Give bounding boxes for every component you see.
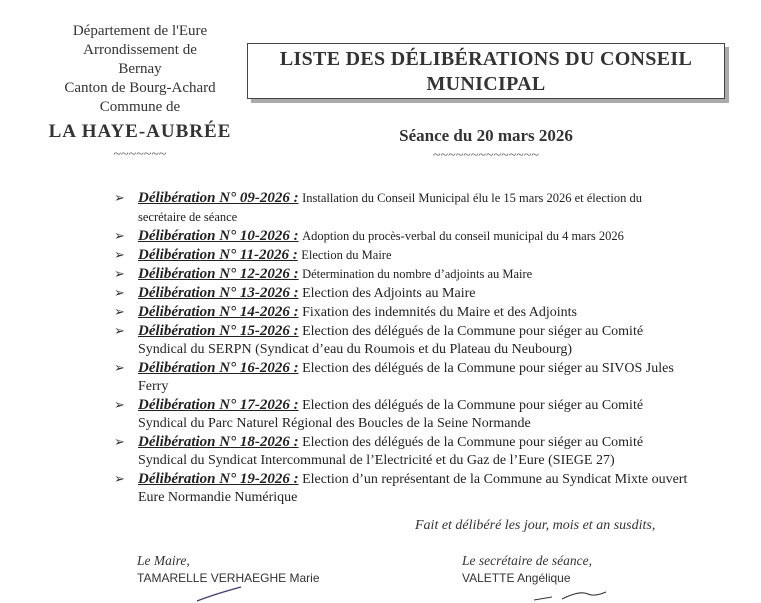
deliberation-number: Délibération N° 14-2026 : <box>138 304 299 320</box>
deliberation-number: Délibération N° 09-2026 : <box>138 190 299 206</box>
deliberation-text: Election des délégués de la Commune pour siéger au SIVOS Jules Ferry <box>138 361 674 394</box>
list-item <box>112 265 692 284</box>
list-item <box>112 303 692 322</box>
maire-role: Le Maire, <box>137 553 190 568</box>
deliberation-text: Election des Adjoints au Maire <box>302 286 476 301</box>
deliberation-text: Election des délégués de la Commune pour siéger au Comité Syndical du Syndicat Intercommunal de l’Electricité et du Gaz de l’Eure (SIEGE 27) <box>138 435 644 468</box>
departement: Département de l'Eure <box>72 23 208 39</box>
secretaire-signature-block <box>462 553 592 585</box>
list-item <box>112 227 692 246</box>
list-item <box>112 322 692 359</box>
deliberation-text: Fixation des indemnités du Maire et des Adjoints <box>302 305 577 320</box>
closing-statement: Fait et délibéré les jour, mois et an susdits, <box>415 518 656 533</box>
secretaire-role: Le secrétaire de séance, <box>462 553 592 568</box>
deliberation-number: Délibération N° 13-2026 : <box>138 285 299 301</box>
deliberation-text: Election des délégués de la Commune pour siéger au Comité Syndical du Parc Naturel Régional des Boucles de la Seine Normande <box>138 398 644 431</box>
title-line-1: LISTE DES DÉLIBÉRATIONS DU CONSEIL <box>279 48 693 70</box>
list-item <box>112 189 692 227</box>
maire-name: TAMARELLE VERHAEGHE Marie <box>137 571 320 585</box>
arrow-bullet-icon: ➢ <box>114 397 125 412</box>
deliberation-text: Election des délégués de la Commune pour siéger au Comité Syndical du SERPN (Syndicat d’eau du Roumois et du Plateau du Neubourg) <box>138 324 644 357</box>
secretaire-signature-stroke <box>530 588 610 602</box>
deliberation-number: Délibération N° 12-2026 : <box>138 266 299 282</box>
deliberation-number: Délibération N° 17-2026 : <box>138 397 299 413</box>
page-title <box>247 43 725 99</box>
arrow-bullet-icon: ➢ <box>114 434 125 449</box>
maire-signature-stroke <box>195 586 245 603</box>
deliberation-number: Délibération N° 15-2026 : <box>138 323 299 339</box>
list-item <box>112 359 692 396</box>
deliberation-number: Délibération N° 18-2026 : <box>138 434 299 450</box>
arrow-bullet-icon: ➢ <box>114 266 125 281</box>
commune-name: LA HAYE-AUBRÉE <box>48 121 232 142</box>
deliberation-text: Adoption du procès-verbal du conseil municipal du 4 mars 2026 <box>302 229 624 243</box>
seance-divider: ~~~~~~~~~~~~~~ <box>432 148 540 163</box>
arrow-bullet-icon: ➢ <box>114 228 125 243</box>
maire-signature-block <box>137 553 320 585</box>
deliberation-number: Délibération N° 16-2026 : <box>138 360 299 376</box>
deliberation-text: Election d’un représentant de la Commune au Syndicat Mixte ouvert Eure Normandie Numérique <box>138 472 688 505</box>
list-item <box>112 433 692 470</box>
arrow-bullet-icon: ➢ <box>114 285 125 300</box>
seance-date: Séance du 20 mars 2026 <box>399 126 573 145</box>
list-item <box>112 284 692 303</box>
deliberation-number: Délibération N° 11-2026 : <box>138 247 298 263</box>
letterhead <box>40 22 240 164</box>
deliberations-list <box>112 189 692 507</box>
secretaire-name: VALETTE Angélique <box>462 571 571 585</box>
arrow-bullet-icon: ➢ <box>114 247 125 262</box>
bernay: Bernay <box>118 61 162 77</box>
list-item <box>112 246 692 265</box>
deliberation-text: Election du Maire <box>301 248 392 262</box>
canton: Canton de Bourg-Achard <box>64 80 216 96</box>
deliberation-number: Délibération N° 10-2026 : <box>138 228 299 244</box>
deliberation-number: Délibération N° 19-2026 : <box>138 471 299 487</box>
commune: Commune de <box>99 99 181 115</box>
arrow-bullet-icon: ➢ <box>114 323 125 338</box>
arrow-bullet-icon: ➢ <box>114 304 125 319</box>
arrondissement: Arrondissement de <box>83 42 197 58</box>
title-line-2: MUNICIPAL <box>426 73 546 95</box>
list-item <box>112 470 692 507</box>
arrow-bullet-icon: ➢ <box>114 190 125 205</box>
letterhead-divider: ~~~~~~~ <box>113 147 167 162</box>
arrow-bullet-icon: ➢ <box>114 471 125 486</box>
deliberation-text: Installation du Conseil Municipal élu le 15 mars 2026 et élection du secrétaire de séance <box>138 191 642 224</box>
arrow-bullet-icon: ➢ <box>114 360 125 375</box>
list-item <box>112 396 692 433</box>
deliberation-text: Détermination du nombre d’adjoints au Maire <box>302 267 533 281</box>
